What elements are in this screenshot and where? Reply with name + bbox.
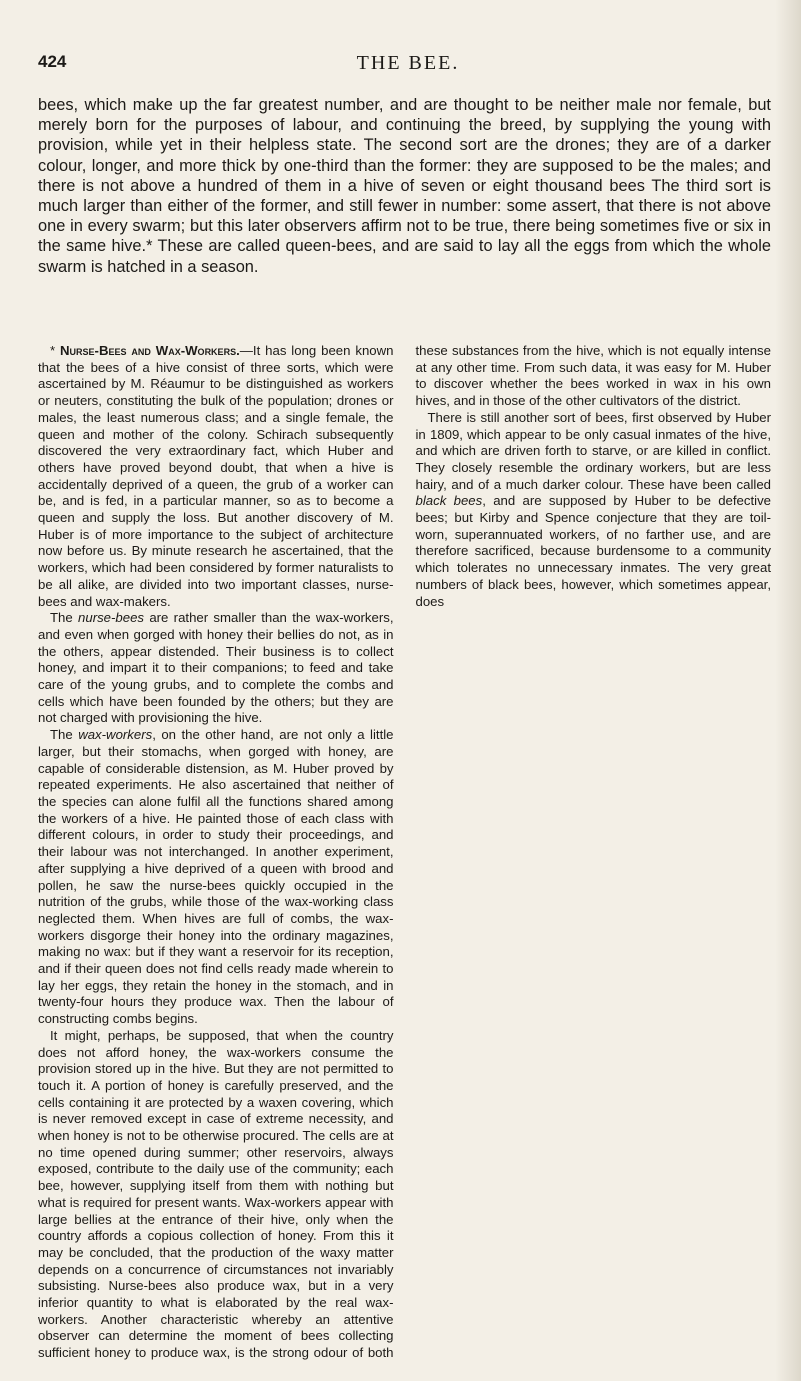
- footnote-emphasis: black bees: [415, 493, 483, 509]
- footnote-emphasis: nurse-bees: [78, 610, 145, 626]
- footnote-lead: Nurse-Bees and Wax-Workers.: [60, 343, 240, 358]
- footnote-text: , and are supposed by Huber to be defective bees; but Kirby and Spence conjecture that they are toil-worn, superannuated workers, of no farther use, and are therefore sacrificed, because burdensome to a community which tolerates no unnecessary inmates. The very great numbers of black bees, however, which sometimes appear, does: [415, 493, 772, 609]
- running-title: THE BEE.: [356, 52, 460, 74]
- footnote-marker: *: [50, 343, 61, 358]
- footnote-text: There is still another sort of bees, first observed by Huber in 1809, which appear to be only casual inmates of the hive, and which are driven forth to starve, or are killed in conflict. They closely resemble the ordinary workers, but are less hairy, and of a much darker colour. These have been called: [415, 409, 771, 492]
- page-gutter-shadow: [775, 0, 801, 1381]
- footnote-paragraph-3: [38, 727, 394, 1028]
- footnote-emphasis: wax-workers: [78, 727, 153, 743]
- footnote-text: The: [50, 727, 79, 743]
- footnote-text: are rather smaller than the wax-workers, and even when gorged with honey their bellies do not, as in the others, appear distended. Their business is to collect honey, and impart it to their companions; to feed and take care of the young grubs, and to complete the combs and cells which have been founded by the others; but they are not charged with provisioning the hive.: [38, 610, 394, 726]
- footnote-paragraph-1: [38, 343, 394, 610]
- page-number: 424: [38, 52, 67, 71]
- footnote: [38, 343, 771, 1363]
- running-head: [38, 52, 778, 82]
- footnote-paragraph-5: [416, 410, 772, 610]
- footnote-paragraph-2: [38, 610, 394, 727]
- footnote-paragraph-4: It might, perhaps, be supposed, that when the country does not afford honey, the wax-workers consume the provision stored up in the hive. But they are not permitted to touch it. A portion of honey is carefully preserved, and the cells containing it are protected by a waxen covering, which is never removed except in case of extreme necessity, and when honey is not to be otherwise procured. The cells are at no time opened during summer; other reservoirs, always exposed, contribute to the daily use of the community; each bee, however, supplying itself from them with nothing but what is required for present wants. Wax-workers appear with large bellies at the entrance of their hive, only when the country affords a copious collection of honey. From this it may be concluded, that the production of the waxy matter depends on a concurrence of circumstances not invariably subsisting. Nurse-bees also produce wax, but in a very inferior quantity to what is elaborated by the real wax-workers. Another characteristic whereby an attentive observer can determine the moment of bees collecting sufficient honey to produce wax, is the strong odour of both these substances from the hive, which is not equally intense at any other time. From such data, it was easy for M. Huber to discover whether the bees worked in wax in his own hives, and in those of the other cultivators of the district.: [38, 343, 771, 1361]
- footnote-text: , on the other hand, are not only a little larger, but their stomachs, when gorged with honey, are capable of considerable distension, as M. Huber proved by repeated experiments. He also ascertained that neither of the species can alone fulfil all the functions shared among the workers of a hive. He painted those of each class with different colours, in order to study their proceedings, and their labour was not interchanged. In another experiment, after supplying a hive deprived of a queen with brood and pollen, he saw the nurse-bees quickly occupied in the nutrition of the grubs, while those of the wax-working class neglected them. When hives are full of combs, the wax-workers disgorge their honey into the ordinary magazines, making no wax: but if they want a reservoir for its reception, and if their queen does not find cells ready made wherein to lay her eggs, they retain the honey in the stomach, and in twenty-four hours they produce wax. Then the labour of constructing combs begins.: [38, 727, 394, 1027]
- footnote-text: —It has long been known that the bees of a hive consist of three sorts, which were ascertained by M. Réaumur to be distinguished as workers or neuters, constituting the bulk of the population; drones or males, the least numerous class; and a single female, the queen and mother of the colony. Schirach subsequently discovered the very extraordinary fact, which Huber and others have proved beyond doubt, that when a hive is accidentally deprived of a queen, the grub of a worker can be, and is fed, in a particular manner, so as to become a queen and supply the loss. But another discovery of M. Huber is of more importance to the subject of architecture now before us. By minute research he ascertained, that the workers, which had been considered by former naturalists to be all alike, are divided into two important classes, nurse-bees and wax-makers.: [38, 343, 394, 609]
- main-paragraph: bees, which make up the far greatest number, and are thought to be neither male nor female, but merely born for the purposes of labour, and continuing the breed, by supplying the young with provision, while yet in their helpless state. The second sort are the drones; they are of a darker colour, longer, and more thick by one-third than the former: they are supposed to be the males; and there is not above a hundred of them in a hive of seven or eight thousand bees The third sort is much larger than either of the former, and still fewer in number: some assert, that there is not above one in every swarm; but this later observers affirm not to be true, there being sometimes five or six in the same hive.* These are called queen-bees, and are said to lay all the eggs from which the whole swarm is hatched in a season.: [38, 96, 771, 276]
- footnote-text: The: [50, 610, 79, 626]
